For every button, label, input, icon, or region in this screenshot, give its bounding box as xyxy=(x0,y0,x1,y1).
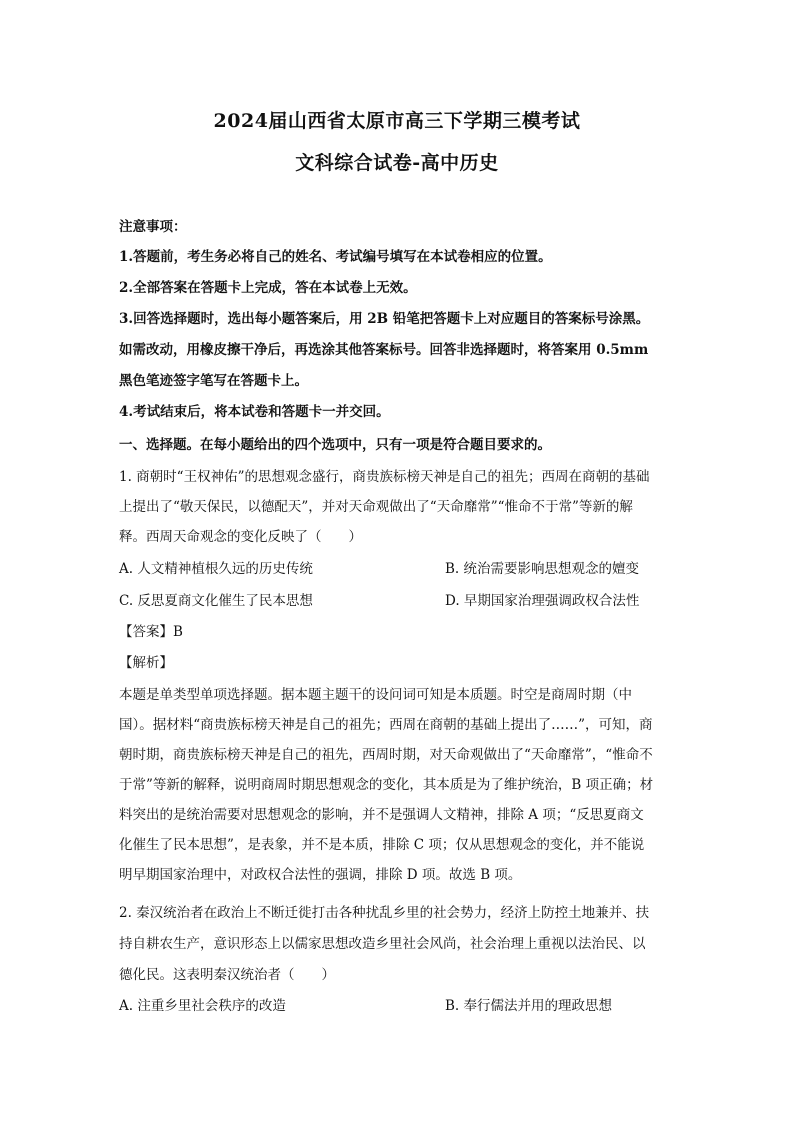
q1-stem-line: 上提出了“敬天保民，以德配天”，并对天命观做出了“天命靡常”“惟命不于常”等新的解 xyxy=(119,499,633,515)
exam-title: 2024届山西省太原市高三下学期三模考试 xyxy=(213,110,581,132)
note-item: 4.考试结束后，将本试卷和答题卡一并交回。 xyxy=(119,404,390,420)
q1-analysis-line: 料突出的是统治需要对思想观念的影响，并不是强调人文精神，排除 A 项；“反思夏商文 xyxy=(119,807,644,823)
q1-stem-line: 释。西周天命观念的变化反映了（ ） xyxy=(119,529,362,545)
q1-analysis-line: 于常”等新的解释，说明商周时期思想观念的变化，其本质是为了维护统治，B 项正确；材 xyxy=(119,777,654,793)
note-item: 如需改动，用橡皮擦干净后，再选涂其他答案标号。回答非选择题时，将答案用 0.5mm xyxy=(119,342,649,358)
q1-stem-line: 1. 商朝时“王权神佑”的思想观念盛行，商贵族标榜天神是自己的祖先；西周在商朝的基础 xyxy=(119,469,650,485)
q1-option-b: B. 统治需要影响思想观念的嬗变 xyxy=(445,561,640,577)
q1-analysis-line: 明早期国家治理中，对政权合法性的强调，排除 D 项。故选 B 项。 xyxy=(119,867,522,883)
q1-analysis-heading: 【解析】 xyxy=(119,655,173,671)
notes-heading: 注意事项： xyxy=(119,219,187,235)
q1-analysis-line: 朝时期，商贵族标榜天神是自己的祖先，西周时期，对天命观做出了“天命靡常”，“惟命不 xyxy=(119,747,653,763)
q2-stem-line: 2. 秦汉统治者在政治上不断迁徙打击各种扰乱乡里的社会势力，经济上防控土地兼并、扶 xyxy=(119,905,650,921)
section-heading: 一、选择题。在每小题给出的四个选项中，只有一项是符合题目要求的。 xyxy=(119,437,551,453)
q1-option-d: D. 早期国家治理强调政权合法性 xyxy=(445,593,640,609)
q2-option-b: B. 奉行儒法并用的理政思想 xyxy=(445,998,613,1014)
q2-option-a: A. 注重乡里社会秩序的改造 xyxy=(119,998,286,1014)
q1-analysis-line: 本题是单类型单项选择题。据本题主题干的设问词可知是本质题。时空是商周时期（中 xyxy=(119,687,632,703)
q1-option-a: A. 人文精神植根久远的历史传统 xyxy=(119,561,313,577)
exam-subtitle: 文科综合试卷-高中历史 xyxy=(295,152,499,174)
note-item: 1.答题前，考生务必将自己的姓名、考试编号填写在本试卷相应的位置。 xyxy=(119,249,552,265)
q1-analysis-line: 化催生了民本思想”，是表象，并不是本质，排除 C 项；仅从思想观念的变化，并不能说 xyxy=(119,837,645,853)
note-item: 3.回答选择题时，选出每小题答案后，用 2B 铅笔把答题卡上对应题目的答案标号涂黑。 xyxy=(119,311,650,327)
q1-analysis-line: 国）。据材料“商贵族标榜天神是自己的祖先；西周在商朝的基础上提出了……”，可知，商 xyxy=(119,717,653,733)
q1-option-c: C. 反思夏商文化催生了民本思想 xyxy=(119,593,313,609)
note-item: 2.全部答案在答题卡上完成，答在本试卷上无效。 xyxy=(119,280,417,296)
q1-answer: 【答案】B xyxy=(119,624,183,640)
note-item: 黑色笔迹签字笔写在答题卡上。 xyxy=(119,373,308,389)
q2-stem-line: 德化民。这表明秦汉统治者（ ） xyxy=(119,967,335,983)
q2-stem-line: 持自耕农生产，意识形态上以儒家思想改造乡里社会风尚，社会治理上重视以法治民、以 xyxy=(119,936,646,952)
